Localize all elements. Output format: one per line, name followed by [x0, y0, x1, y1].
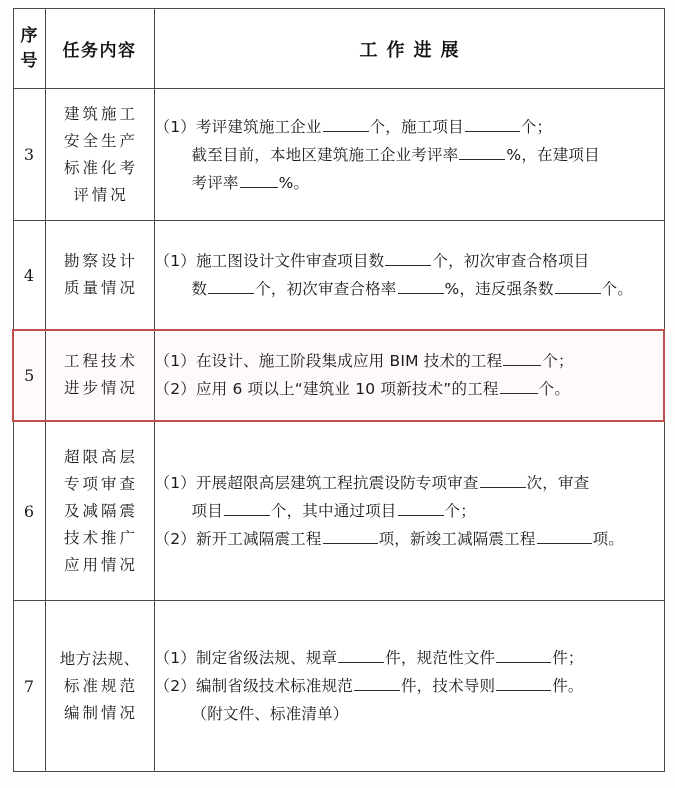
row-sequence-number: 5: [13, 330, 45, 421]
progress-text: 项。: [592, 530, 624, 549]
fill-in-blank[interactable]: [224, 500, 270, 516]
progress-line: [155, 347, 664, 375]
fill-in-blank[interactable]: [323, 116, 369, 132]
progress-line: [155, 247, 664, 275]
progress-text: 项目: [191, 502, 223, 521]
row-sequence-number: 3: [13, 89, 45, 221]
task-line: 应用情况: [63, 555, 138, 574]
progress-line: [155, 169, 664, 197]
row-work-progress: [154, 601, 664, 772]
progress-item-marker: （1）: [154, 352, 196, 371]
progress-line: [155, 644, 664, 672]
progress-text: %，违反强条数: [444, 280, 554, 299]
task-line: 超限高层: [63, 447, 138, 466]
header-seq-char-1: 序: [20, 25, 38, 46]
row-work-progress: [154, 221, 664, 330]
fill-in-blank[interactable]: [398, 278, 444, 294]
progress-text: 次，审查: [526, 474, 590, 493]
row-work-progress: [154, 421, 664, 601]
fill-in-blank[interactable]: [496, 647, 551, 663]
table-row: [13, 421, 664, 601]
progress-text: 考评建筑施工企业: [195, 117, 322, 136]
progress-line: [155, 672, 664, 700]
progress-text: 个，初次审查合格项目: [432, 252, 590, 271]
work-progress-table: [12, 8, 665, 772]
fill-in-blank[interactable]: [398, 500, 444, 516]
progress-text: 件。: [552, 677, 584, 696]
row-task-content: [45, 221, 154, 330]
fill-in-blank[interactable]: [480, 472, 526, 488]
task-line: 进步情况: [63, 379, 138, 398]
progress-text: 编制省级技术标准规范: [195, 677, 353, 696]
task-line: 专项审查: [63, 474, 138, 493]
progress-text: 制定省级法规、规章: [195, 649, 338, 668]
fill-in-blank[interactable]: [500, 378, 538, 394]
fill-in-blank[interactable]: [354, 675, 400, 691]
row-sequence-number: 4: [13, 221, 45, 330]
task-line: 及减隔震: [63, 501, 138, 520]
progress-line: [155, 141, 664, 169]
progress-text: 个；: [520, 117, 553, 136]
progress-text: %，在建项目: [506, 145, 600, 164]
row-sequence-number: 6: [13, 421, 45, 601]
row-sequence-number: 7: [13, 601, 45, 772]
progress-text: 个。: [538, 380, 571, 399]
progress-text: 个，其中通过项目: [270, 502, 397, 521]
progress-text: 个，初次审查合格率: [255, 280, 397, 299]
fill-in-blank[interactable]: [323, 528, 378, 544]
header-row: [13, 9, 664, 89]
fill-in-blank[interactable]: [459, 144, 505, 160]
fill-in-blank[interactable]: [465, 116, 520, 132]
fill-in-blank[interactable]: [338, 647, 384, 663]
table-row: [13, 89, 664, 221]
fill-in-blank[interactable]: [240, 172, 278, 188]
progress-text: （附文件、标准清单）: [191, 705, 349, 724]
task-line: 标准规范: [63, 676, 138, 695]
progress-item-marker: （1）: [154, 649, 196, 668]
progress-text: 件；: [552, 649, 584, 668]
task-line: 工程技术: [63, 352, 138, 371]
table-row: [13, 330, 664, 421]
progress-text: 施工图设计文件审查项目数: [195, 252, 385, 271]
header-sequence-number: [13, 9, 45, 89]
progress-item-marker: （2）: [154, 530, 196, 549]
row-task-content: [45, 601, 154, 772]
progress-line: [155, 375, 664, 403]
progress-item-marker: （2）: [154, 380, 196, 399]
progress-text: 个；: [444, 502, 476, 521]
fill-in-blank[interactable]: [537, 528, 592, 544]
progress-item-marker: （2）: [154, 677, 196, 696]
progress-item-marker: （1）: [154, 474, 196, 493]
progress-text: 个，施工项目: [369, 117, 464, 136]
progress-text: 截至目前，本地区建筑施工企业考评率: [191, 145, 459, 164]
task-line: 建筑施工: [63, 104, 138, 123]
header-seq-char-2: 号: [20, 50, 38, 71]
task-line: 技术推广: [63, 528, 138, 547]
progress-line: [155, 275, 664, 303]
row-task-content: [45, 89, 154, 221]
table-row: [13, 601, 664, 772]
task-line: 地方法规、: [59, 649, 140, 668]
progress-item-marker: （1）: [154, 117, 196, 136]
progress-text: 数: [191, 280, 208, 299]
progress-text: 新开工减隔震工程: [195, 530, 322, 549]
progress-text: 应用 6 项以上“建筑业 10 项新技术”的工程: [195, 380, 499, 399]
progress-line: [155, 525, 664, 553]
row-work-progress: [154, 89, 664, 221]
progress-text: %。: [278, 173, 310, 192]
progress-text: 个；: [542, 352, 574, 371]
progress-text: 开展超限高层建筑工程抗震设防专项审查: [195, 474, 479, 493]
task-line: 安全生产: [63, 131, 138, 150]
fill-in-blank[interactable]: [496, 675, 551, 691]
task-line: 标准化考: [63, 158, 138, 177]
header-task-content: 任务内容: [45, 9, 154, 89]
fill-in-blank[interactable]: [503, 350, 541, 366]
table-row: [13, 221, 664, 330]
progress-line: [155, 700, 664, 728]
progress-line: [155, 497, 664, 525]
progress-text: 个。: [601, 280, 634, 299]
row-task-content: [45, 421, 154, 601]
progress-line: [155, 113, 664, 141]
fill-in-blank[interactable]: [208, 278, 254, 294]
progress-text: 件，规范性文件: [385, 649, 496, 668]
fill-in-blank[interactable]: [555, 278, 601, 294]
progress-text: 考评率: [191, 173, 239, 192]
progress-text: 项，新竣工减隔震工程: [378, 530, 536, 549]
task-line: 质量情况: [63, 279, 138, 298]
progress-text: 件，技术导则: [400, 677, 496, 696]
row-task-content: [45, 330, 154, 421]
task-line: 勘察设计: [63, 252, 138, 271]
fill-in-blank[interactable]: [385, 250, 431, 266]
header-work-progress: 工作进展: [154, 9, 664, 89]
task-line: 评情况: [73, 185, 129, 204]
task-line: 编制情况: [63, 703, 138, 722]
progress-item-marker: （1）: [154, 252, 196, 271]
progress-text: 在设计、施工阶段集成应用 BIM 技术的工程: [195, 352, 503, 371]
row-work-progress: [154, 330, 664, 421]
progress-line: [155, 469, 664, 497]
table-header: [13, 9, 664, 89]
table-body: [13, 89, 664, 772]
